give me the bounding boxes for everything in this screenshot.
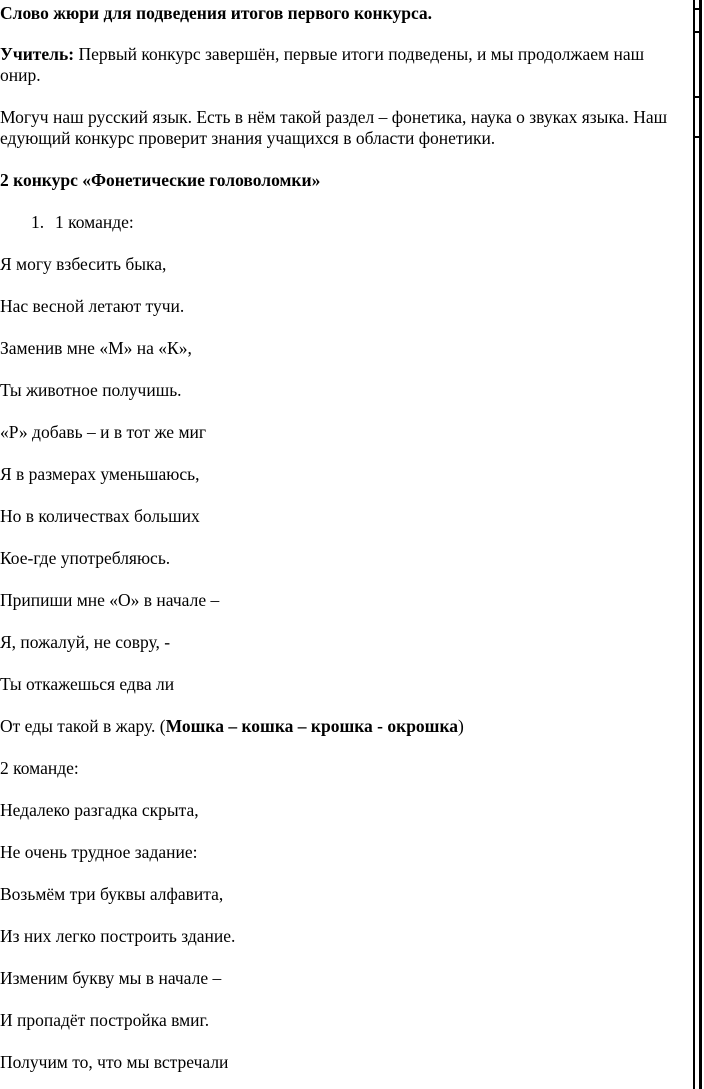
poem2-line: Из них легко построить здание. <box>0 926 236 946</box>
poem1-line: Ты животное получишь. <box>0 380 182 400</box>
intro-line-1: Могуч наш русский язык. Есть в нём такой раздел – фонетика, наука о звуках языка. Наш <box>0 107 668 127</box>
poem2-line: Получим то, что мы встречали <box>0 1052 229 1072</box>
page-border-line <box>693 0 695 1089</box>
teacher-text: Первый конкурс завершён, первые итоги подведены, и мы продолжаем наш <box>74 44 645 64</box>
poem1-line: «Р» добавь – и в тот же миг <box>0 422 207 442</box>
teacher-line-2: онир. <box>0 65 41 85</box>
jury-heading: Слово жюри для подведения итогов первого конкурса. <box>0 3 433 23</box>
poem2-line: И пропадёт постройка вмиг. <box>0 1010 210 1030</box>
page-border-line <box>699 0 702 1089</box>
poem1-last-text: От еды такой в жару. ( <box>0 716 166 736</box>
poem1-line: Кое-где употребляюсь. <box>0 548 171 568</box>
contest-title: 2 конкурс «Фонетические головоломки» <box>0 170 321 190</box>
poem1-line: Но в количествах больших <box>0 506 200 526</box>
poem2-line: Изменим букву мы в начале – <box>0 968 222 988</box>
poem1-line: Я могу взбесить быка, <box>0 254 167 274</box>
poem1-line: Ты откажешься едва ли <box>0 674 175 694</box>
poem1-line: Припиши мне «О» в начале – <box>0 590 220 610</box>
intro-line-2: едующий конкурс проверит знания учащихся в области фонетики. <box>0 128 496 148</box>
riddle-answer: Мошка – кошка – крошка - окрошка <box>165 716 459 736</box>
poem1-line: Нас весной летают тучи. <box>0 296 185 316</box>
border-tick <box>693 96 702 98</box>
list-number: 1. <box>31 212 45 232</box>
poem1-line: Я в размерах уменьшаюсь, <box>0 464 200 484</box>
poem2-line: Не очень трудное задание: <box>0 842 198 862</box>
poem2-line: Возьмём три буквы алфавита, <box>0 884 224 904</box>
answer-close: ) <box>458 716 464 736</box>
poem1-line: Заменив мне «М» на «К», <box>0 338 192 358</box>
poem1-last-line <box>0 715 464 737</box>
poem2-line: Недалеко разгадка скрыта, <box>0 800 199 820</box>
team2-label: 2 команде: <box>0 758 79 778</box>
teacher-line-1 <box>0 43 644 65</box>
team1-label: 1 команде: <box>55 212 134 232</box>
border-tick <box>693 8 702 10</box>
border-tick <box>693 136 702 138</box>
border-tick <box>693 31 702 33</box>
teacher-label: Учитель: <box>0 44 75 64</box>
poem1-line: Я, пожалуй, не совру, - <box>0 632 171 652</box>
